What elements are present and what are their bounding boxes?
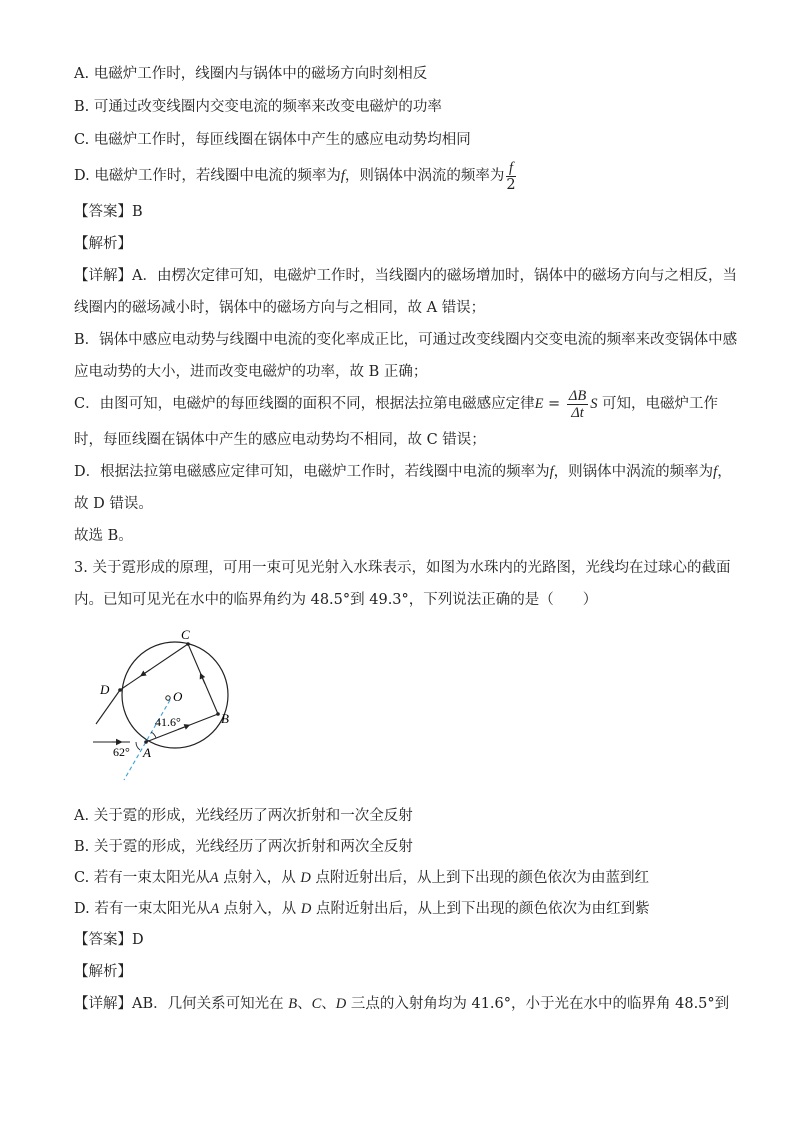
q3-option-d-text: D. 若有一束太阳光从: [74, 901, 211, 917]
q3-detail-post: 三点的入射角均为 41.6°，小于光在水中的临界角 48.5°到: [346, 996, 730, 1012]
ray-c-d-arrow: [142, 670, 150, 675]
center-point-o: [166, 696, 170, 700]
point-b: [216, 712, 220, 716]
option-a: A. 电磁炉工作时，线圈内与锅体中的磁场方向时刻相反: [74, 66, 428, 82]
option-d: [74, 158, 518, 194]
q3-option-d-post: 点附近射出后，从上到下出现的颜色依次为由红到紫: [311, 901, 650, 917]
fraction-db-dt: [567, 388, 588, 421]
detail-line-5: [74, 386, 718, 422]
detail-line-9: 故选 B。: [74, 528, 133, 544]
detail-line-2: 线圈内的磁场减小时，锅体中的磁场方向与之相同，故 A 错误；: [74, 300, 486, 316]
detail-line-3: B．锅体中感应电动势与线圈中电流的变化率成正比，可通过改变线圈内交变电流的频率来改变锅体中感: [74, 332, 738, 348]
angle-label-inner: 41.6°: [155, 715, 181, 729]
fraction-numerator: ΔB: [568, 387, 587, 404]
q3-option-c-post: 点附近射出后，从上到下出现的颜色依次为由蓝到红: [310, 870, 649, 886]
detail-line-7-post: ，: [717, 464, 732, 480]
q3-detail-c: C: [311, 996, 322, 1012]
q3-option-a: A. 关于霓的形成，光线经历了两次折射和一次全反射: [74, 808, 413, 824]
option-b: B. 可通过改变线圈内交变电流的频率来改变电磁炉的功率: [74, 99, 442, 115]
q3-option-d: [74, 899, 650, 919]
ray-b-c-arrow: [201, 675, 205, 684]
detail-line-4: 应电动势的大小，进而改变电磁炉的功率，故 B 正确；: [74, 364, 428, 380]
angle-arc-outer: [136, 742, 140, 750]
label-a: A: [143, 745, 151, 760]
label-b: B: [221, 711, 229, 726]
fraction-denominator: Δt: [571, 404, 584, 421]
fraction-numerator: f: [506, 160, 515, 177]
detail-line-5-post: 可知，电磁炉工作: [597, 396, 719, 412]
option-c: C. 电磁炉工作时，每匝线圈在锅体中产生的感应电动势均相同: [74, 132, 471, 148]
detail-line-7-text: D．根据法拉第电磁感应定律可知，电磁炉工作时，若线圈中电流的频率为: [74, 464, 550, 480]
analysis-title-q2: 【解析】: [74, 236, 132, 252]
detail-line-6: 时，每匝线圈在锅体中产生的感应电动势均不相同，故 C 错误；: [74, 432, 486, 448]
answer-q2: 【答案】B: [74, 204, 143, 220]
q3-stem-line-2: 内。已知可见光在水中的临界角约为 48.5°到 49.3°，下列说法正确的是（ ）: [74, 592, 598, 608]
q3-detail-sep2: 、: [321, 996, 336, 1012]
option-d-mid: ，则锅体中涡流的频率为: [344, 168, 505, 184]
point-a: [144, 740, 148, 744]
formula-e: E: [534, 396, 544, 412]
q3-detail-text: 【详解】AB．几何关系可知光在: [74, 996, 289, 1012]
q3-option-d-d: D: [300, 901, 312, 917]
label-o: O: [173, 689, 183, 704]
q3-option-d-mid: 点射入，从: [219, 901, 301, 917]
detail-line-1: 【详解】A．由楞次定律可知，电磁炉工作时，当线圈内的磁场增加时，锅体中的磁场方向与之相反，当: [74, 268, 737, 284]
angle-label-outer: 62°: [113, 745, 130, 759]
option-d-text: D. 电磁炉工作时，若线圈中电流的频率为: [74, 168, 341, 184]
point-d: [118, 688, 122, 692]
fraction-denominator: 2: [506, 176, 516, 193]
q3-option-c-mid: 点射入，从: [218, 870, 301, 886]
q3-option-c-text: C. 若有一束太阳光从: [74, 870, 210, 886]
q3-option-c-a: A: [209, 870, 219, 886]
label-d: D: [100, 682, 110, 697]
analysis-title-q3: 【解析】: [74, 964, 132, 980]
answer-q3: 【答案】D: [74, 932, 144, 948]
detail-line-7-f1: f: [549, 464, 554, 480]
q3-detail-d: D: [335, 996, 347, 1012]
q3-option-b: B. 关于霓的形成，光线经历了两次折射和两次全反射: [74, 839, 413, 855]
angle-arc-inner: [151, 732, 156, 738]
detail-line-5-text: C．由图可知，电磁炉的每匝线圈的面积不同，根据法拉第电磁感应定律: [74, 396, 535, 412]
detail-line-7-f2: f: [713, 464, 718, 480]
point-c: [186, 642, 190, 646]
q3-stem-line-1: 3. 关于霓形成的原理，可用一束可见光射入水珠表示，如图为水珠内的光路图，光线均在过球心的截面: [74, 560, 731, 576]
label-c: C: [181, 628, 190, 642]
formula-eq: =: [543, 396, 565, 412]
fraction-f-over-2: [506, 160, 515, 193]
q3-option-d-a: A: [210, 901, 220, 917]
water-droplet-light-path-figure: [88, 628, 248, 788]
q3-detail-line-1: [74, 994, 729, 1014]
detail-line-8: 故 D 错误。: [74, 496, 153, 512]
option-d-f: f: [340, 168, 345, 184]
q3-detail-sep1: 、: [297, 996, 312, 1012]
detail-line-7-mid: ，则锅体中涡流的频率为: [553, 464, 714, 480]
detail-line-7: [74, 462, 732, 482]
q3-detail-b: B: [288, 996, 298, 1012]
q3-option-c-d: D: [300, 870, 311, 886]
q3-option-c: [74, 868, 649, 888]
formula-s: S: [590, 396, 598, 412]
